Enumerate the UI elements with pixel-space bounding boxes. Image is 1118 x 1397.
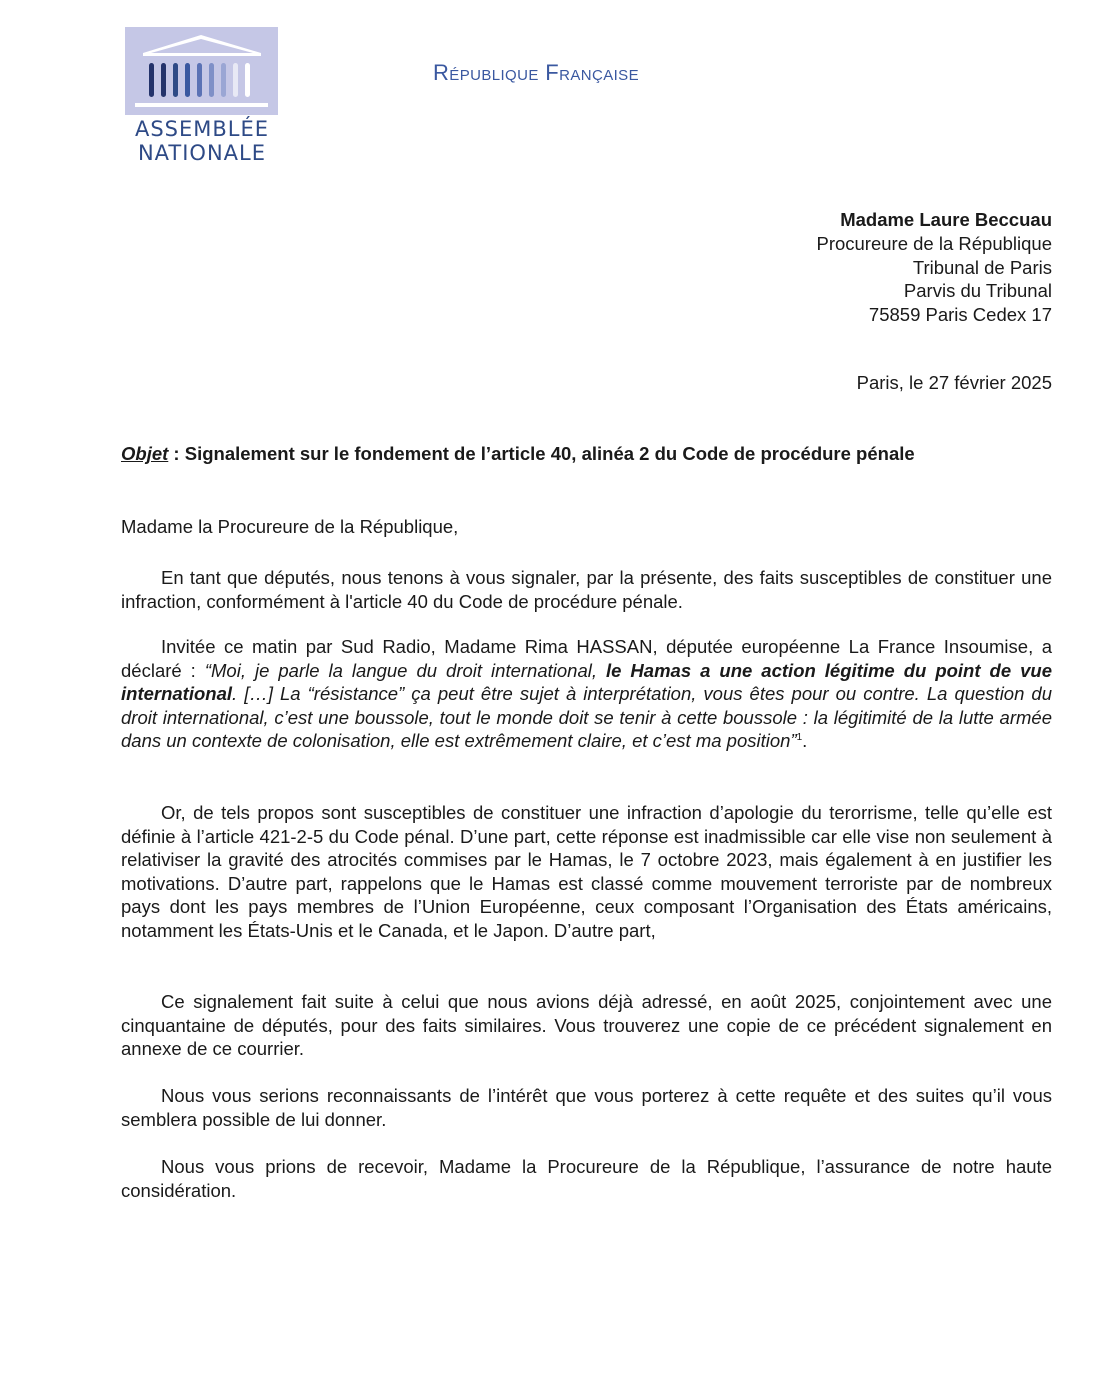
subject-separator: : xyxy=(168,443,185,464)
paragraph-5: Nous vous serions reconnaissants de l’intérêt que vous porterez à cette requête et des suites qu’il vous semblera possible de lui donner. xyxy=(121,1085,1052,1130)
paragraph-2-end: . xyxy=(802,730,808,751)
paragraph-3: Or, de tels propos sont susceptibles de constituer une infraction d’apologie du terorrisme, telle qu’elle est définie à l’article 421-2-5 du Code pénal. D’une part, cette réponse est inadmissible car elle vise non seulement à relativiser la gravité des atrocités commises par le Hamas, le 7 octobre 2023, mais également à en justifier les motivations. D’autre part, rappelons que le Hamas est classé comme mouvement terroriste par de nombreux pays dont les pays membres de l’Union Européenne, ceux composant l’Organisation des États américains, notamment les États-Unis et le Canada, et le Japon. D’autre part, xyxy=(121,802,1052,941)
recipient-city: 75859 Paris Cedex 17 xyxy=(868,304,1052,326)
recipient-address xyxy=(816,208,1052,327)
quote-bold: le Hamas a une action légitime du point de vue international xyxy=(121,659,1053,704)
assemblee-nationale-logo xyxy=(124,27,280,165)
letter-subject xyxy=(121,443,915,465)
recipient-title: Procureure de la République xyxy=(816,232,1052,254)
subject-label: Objet xyxy=(121,443,169,464)
logo-text-assemblee: ASSEMBLÉE xyxy=(134,117,270,141)
salutation: Madame la Procureure de la République, xyxy=(121,516,459,537)
republique-francaise-heading: République Française xyxy=(433,60,639,85)
paragraph-6: Nous vous prions de recevoir, Madame la Procureure de la République, l’assurance de notre haute considération. xyxy=(121,1156,1052,1201)
paragraph-2 xyxy=(121,635,1052,753)
recipient-street: Parvis du Tribunal xyxy=(903,280,1052,302)
recipient-court: Tribunal de Paris xyxy=(912,256,1052,278)
quote xyxy=(121,660,1052,752)
logo-text-nationale: NATIONALE xyxy=(137,141,267,165)
subject-text: Signalement sur le fondement de l’article 40, alinéa 2 du Code de procédure pénale xyxy=(184,443,915,464)
letter-date: Paris, le 27 février 2025 xyxy=(856,372,1052,393)
paragraph-2-intro: Invitée ce matin par Sud Radio, Madame Rima HASSAN, députée européenne La France Insoumise, a déclaré : xyxy=(121,636,1052,681)
quote-part-a: “Moi, je parle la langue du droit international, xyxy=(204,659,606,681)
paragraph-4: Ce signalement fait suite à celui que nous avions déjà adressé, en août 2025, conjointement avec une cinquantaine de députés, pour des faits similaires. Vous trouverez une copie de ce précédent signalement en annexe de ce courrier. xyxy=(121,991,1052,1059)
recipient-name: Madame Laure Beccuau xyxy=(840,209,1052,230)
hemicycle-emblem-icon xyxy=(125,27,278,115)
footnote-marker: 1 xyxy=(796,731,803,743)
quote-part-b: . […] La “résistance” ça peut être sujet à interprétation, vous êtes pour ou contre. La question du droit international, c’est une boussole, tout le monde doit se tenir à cette boussole : la légitimité de la lutte armée dans un contexte de colonisation, elle est extrêmement claire, et c’est ma position” xyxy=(121,683,1052,751)
paragraph-1: En tant que députés, nous tenons à vous signaler, par la présente, des faits susceptibles de constituer une infraction, conformément à l'article 40 du Code de procédure pénale. xyxy=(121,567,1052,612)
